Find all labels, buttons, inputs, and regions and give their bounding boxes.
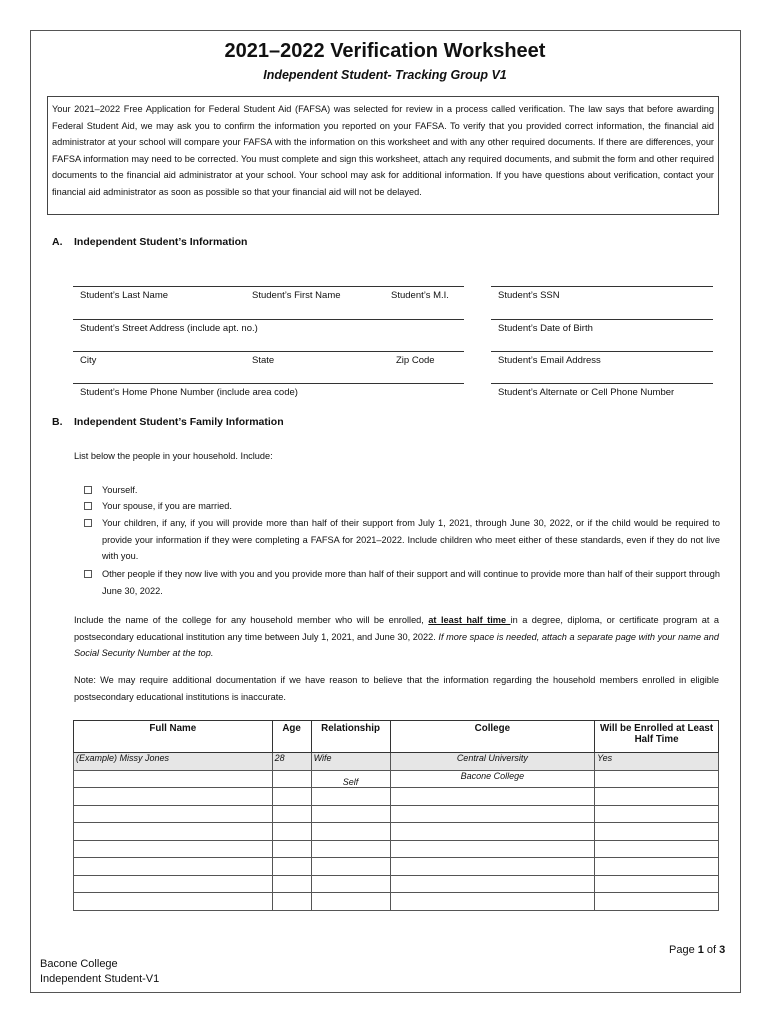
zip-label: Zip Code bbox=[396, 355, 435, 366]
street-label: Student’s Street Address (include apt. no.) bbox=[80, 323, 258, 334]
household-list-intro: List below the people in your household. Include: bbox=[74, 451, 273, 461]
city-state-zip-row[interactable] bbox=[73, 351, 464, 367]
street-field[interactable] bbox=[73, 319, 464, 335]
section-a-letter: A. bbox=[52, 236, 63, 248]
table-header-row bbox=[74, 721, 719, 753]
self-row[interactable] bbox=[74, 770, 719, 788]
table-row[interactable] bbox=[74, 805, 719, 823]
bullet-item: Your spouse, if you are married. bbox=[84, 498, 720, 515]
dob-field[interactable] bbox=[491, 319, 713, 335]
college-paragraph: Include the name of the college for any household member who will be enrolled, at least half time in a degree, diploma, or certificate program at a postsecondary educational institution any time between July 1, 2021, and June 30, 2022. If more space is needed, attach a separate page with your name and Social Security Number at the top. bbox=[74, 615, 719, 659]
intro-box: Your 2021–2022 Free Application for Federal Student Aid (FAFSA) was selected for review in a process called verification. The law says that before awarding Federal Student Aid, we may ask you to confirm the information you reported on your FAFSA. To verify that you provided correct information, the financial aid administrator at your school will compare your FAFSA with the information on this worksheet and with any other required documents. If there are differences, your FAFSA information may need to be corrected. You must complete and sign this worksheet, attach any required documents, and submit the form and other required documents to the financial aid administrator at your school. Your school may ask for additional information. If you have questions about verification, contact your financial aid administrator as soon as possible so that your financial aid will not be delayed. bbox=[47, 96, 719, 215]
city-label: City bbox=[80, 355, 97, 366]
self-college[interactable]: Bacone College bbox=[390, 770, 595, 788]
table-row[interactable] bbox=[74, 893, 719, 911]
page-number: Page 1 of 3 bbox=[669, 944, 726, 956]
email-label: Student’s Email Address bbox=[498, 355, 601, 366]
documentation-note: Note: We may require additional documentation if we have reason to believe that the information regarding the household members enrolled in eligible postsecondary educational institutions is inaccurate. bbox=[74, 675, 719, 702]
table-row[interactable] bbox=[74, 823, 719, 841]
state-label: State bbox=[252, 355, 275, 366]
section-b-letter: B. bbox=[52, 416, 63, 428]
checkbox-icon[interactable] bbox=[84, 486, 92, 494]
checkbox-icon[interactable] bbox=[84, 502, 92, 510]
dob-label: Student’s Date of Birth bbox=[498, 323, 593, 334]
example-row: (Example) Missy Jones 28 Wife Central University Yes bbox=[74, 753, 719, 771]
name-field-row[interactable] bbox=[73, 286, 464, 302]
bullet-item: Your children, if any, if you will provide more than half of their support from July 1, 2021, through June 30, 2022, or if the child would be required to provide your information if they were completing a FAFSA for 2021–2022. Include children who meet either of these standards, even if they do not live with you. bbox=[84, 515, 720, 565]
email-field[interactable] bbox=[491, 351, 713, 367]
col-full-name: Full Name bbox=[74, 721, 273, 753]
bullet-item: Other people if they now live with you and you provide more than half of their support and will continue to provide more than half of their support through June 30, 2022. bbox=[84, 566, 720, 599]
table-row[interactable] bbox=[74, 858, 719, 876]
section-a-heading: Independent Student’s Information bbox=[74, 236, 248, 248]
self-relationship[interactable]: Self bbox=[311, 770, 390, 788]
more-space-note: If more space is needed, attach a separate page with your name and Social Security Number at the top. bbox=[74, 631, 719, 659]
home-phone-label: Student’s Home Phone Number (include area code) bbox=[80, 387, 298, 398]
mi-label: Student’s M.I. bbox=[391, 290, 449, 301]
footer-college: Bacone College bbox=[40, 958, 118, 970]
ssn-field[interactable] bbox=[491, 286, 713, 302]
table-row[interactable] bbox=[74, 840, 719, 858]
table-row[interactable] bbox=[74, 875, 719, 893]
section-b-heading: Independent Student’s Family Information bbox=[74, 416, 284, 428]
first-name-label: Student’s First Name bbox=[252, 290, 341, 301]
alt-phone-label: Student’s Alternate or Cell Phone Number bbox=[498, 387, 675, 398]
last-name-label: Student’s Last Name bbox=[80, 290, 169, 301]
checkbox-icon[interactable] bbox=[84, 519, 92, 527]
table-row[interactable] bbox=[74, 788, 719, 806]
col-relationship: Relationship bbox=[311, 721, 390, 753]
household-table bbox=[73, 720, 719, 911]
col-age: Age bbox=[272, 721, 311, 753]
ssn-label: Student’s SSN bbox=[498, 290, 560, 301]
alt-phone-field[interactable] bbox=[491, 383, 713, 399]
half-time-emphasis: at least half time bbox=[428, 615, 511, 625]
home-phone-field[interactable] bbox=[73, 383, 464, 399]
col-enrolled: Will be Enrolled at Least Half Time bbox=[595, 721, 719, 753]
bullet-item: Yourself. bbox=[84, 482, 720, 499]
footer-form-id: Independent Student-V1 bbox=[40, 973, 160, 985]
page-subtitle: Independent Student- Tracking Group V1 bbox=[263, 68, 507, 82]
checkbox-icon[interactable] bbox=[84, 570, 92, 578]
page-title: 2021–2022 Verification Worksheet bbox=[224, 40, 546, 62]
col-college: College bbox=[390, 721, 595, 753]
